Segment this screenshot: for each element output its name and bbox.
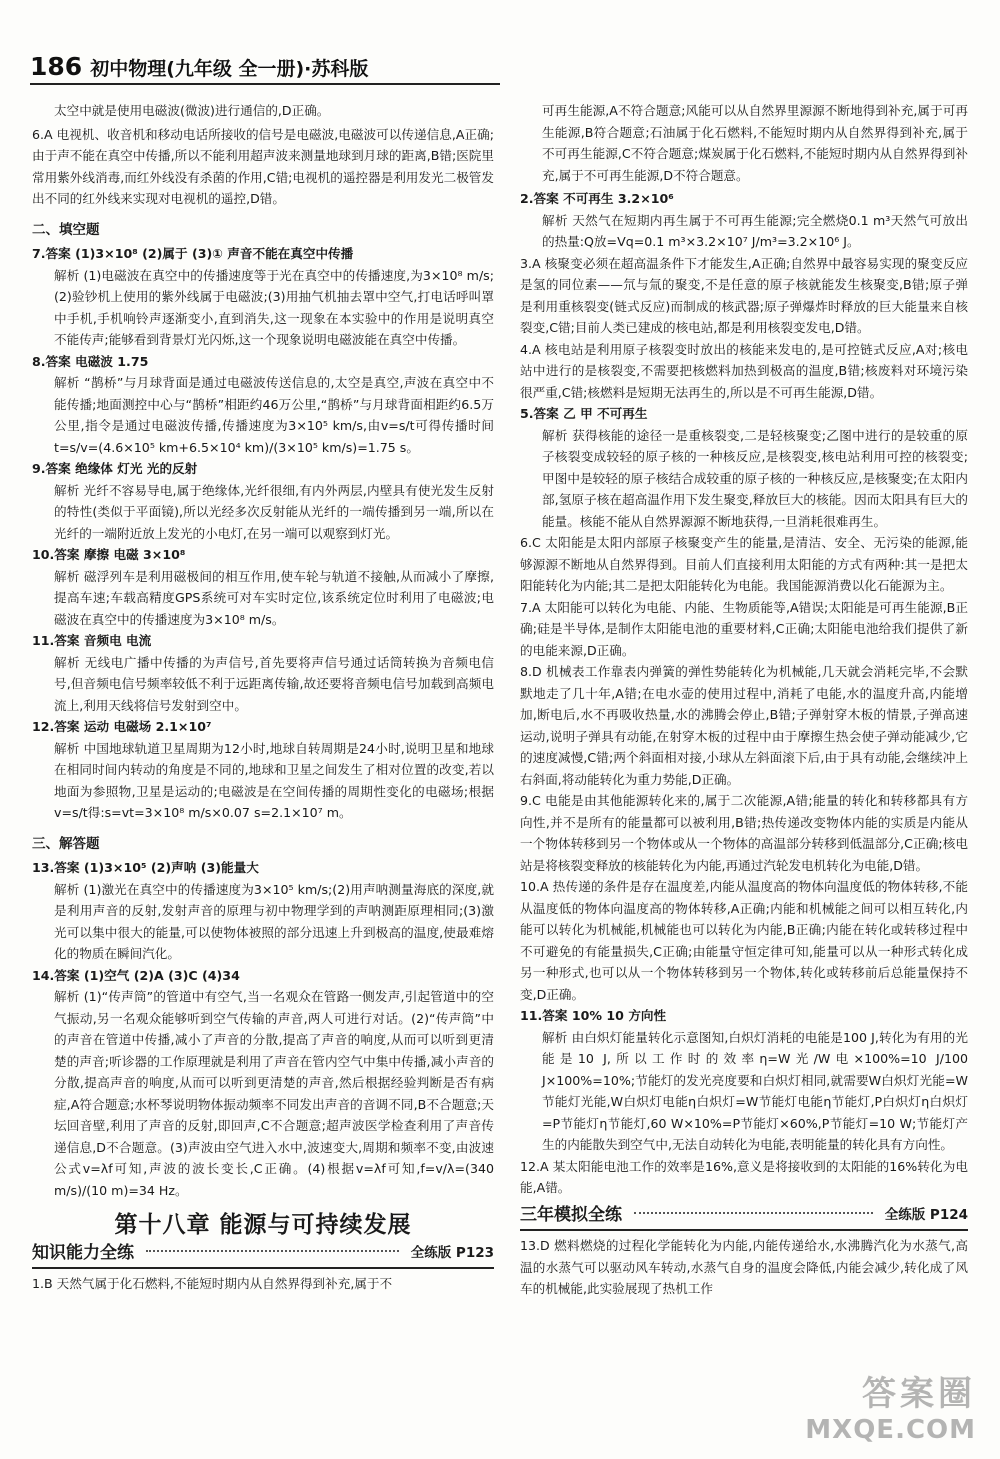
bar-ref: 全练版 P123 — [410, 1244, 494, 1261]
explanation-9: 解析 光纤不容易导电,属于绝缘体,光纤很细,有内外两层,内壁具有使光发生反射的特性(类似于平面镜),所以光经多次反射能从光纤的一端传播到另一端,所以在光纤的一端附近放上发光的小电灯,在另一端可以观察到灯光。 — [54, 482, 494, 541]
page-header — [30, 52, 500, 81]
paragraph: 可再生能源,A不符合题意;风能可以从自然界里源源不断地得到补充,属于可再生能源,B符合题意;石油属于化石燃料,不能短时期内从自然界得到补充,属于不可再生能源,C不符合题意;煤炭属于化石燃料,不能短时期内从自然界得到补充,属于不可再生能源,D不符合题意。 — [542, 103, 968, 183]
explanation-r2: 解析 天然气在短期内再生属于不可再生能源;完全燃烧0.1 m³天然气可放出的热量:Q放=Vq=0.1 m³×3.2×10⁷ J/m³=3.2×10⁶ J。 — [542, 212, 968, 249]
header-title: 初中物理(九年级 全一册)·苏科版 — [90, 58, 369, 80]
bar-dots — [634, 1212, 873, 1214]
answer-10: 10.答案 摩擦 电磁 3×10⁸ — [32, 547, 186, 562]
answer-11: 11.答案 音频电 电流 — [32, 633, 152, 648]
question-r9: 9.C 电能是由其他能源转化来的,属于二次能源,A错;能量的转化和转移都具有方向性,并不是所有的能量都可以被利用,B错;热传递改变物体内能的实质是内能从一个物体转移到另一个物体或从一个物体的高温部分转移到低温部分,C正确;核电站是将核裂变释放的核能转化为内能,再通过汽轮发电机转化为电能,D错。 — [520, 793, 968, 873]
answer-8: 8.答案 电磁波 1.75 — [32, 353, 149, 369]
section-heading-fill-in: 二、填空题 — [32, 221, 100, 238]
question-r10: 10.A 热传递的条件是存在温度差,内能从温度高的物体向温度低的物体转移,不能从温度低的物体向温度高的物体转移,A正确;内能和机械能之间可以相互转化,内能可以转化为机械能,机械能也可以转化为内能,B正确;内能在转化或转移过程中不可避免的有能量损失,C正确;由能量守恒定律可知,能量可以从一种形式转化成另一种形式,也可以从一个物体转移到另一个物体,转化或转移前后总能量保持不变,D正确。 — [520, 879, 968, 1002]
answer-13: 13.答案 (1)3×10⁵ (2)声呐 (3)能量大 — [32, 860, 259, 875]
question-r4: 4.A 核电站是利用原子核裂变时放出的核能来发电的,是可控链式反应,A对;核电站中进行的是核裂变,不需要把核燃料加热到极高的温度,B错;核废料对环境污染很严重,C错;核燃料是短期无法再生的,所以是不可再生能源,D错。 — [520, 341, 968, 400]
right-column — [520, 100, 968, 1300]
explanation-7: 解析 (1)电磁波在真空中的传播速度等于光在真空中的传播速度,为3×10⁸ m/s;(2)验钞机上使用的紫外线属于电磁波;(3)用抽气机抽去罩中空气,打电话呼叫罩中手机,手机响铃声逐渐变小,直到消失,这一现象在本实验中的作用是说明真空不能传声;能够看到背景灯光闪烁,这一个现象说明电磁波能在真空中传播。 — [54, 267, 494, 347]
question-r6: 6.C 太阳能是太阳内部原子核聚变产生的能量,是清洁、安全、无污染的能源,能够源源不断地从自然界得到。目前人们直接利用太阳能的方式有两种:其一是把太阳能转化为内能;其二是把太阳能转化为电能。我国能源消费以化石能源为主。 — [520, 535, 968, 593]
chapter-title: 第十八章 能源与可持续发展 — [114, 1212, 412, 1238]
header-rule — [30, 83, 500, 85]
bar-ref: 全练版 P124 — [884, 1206, 968, 1223]
explanation-12: 解析 中国地球轨道卫星周期为12小时,地球自转周期是24小时,说明卫星和地球在相同时间内转动的角度是不同的,地球和卫星之间发生了相对位置的改变,若以地面为参照物,卫星是运动的;电磁波是在空间传播的周期性变化的电磁场;根据v=s/t得:s=vt=3×10⁸ m/s×0.07 s=2.1×10⁷ m。 — [54, 740, 494, 820]
answer-r11: 11.答案 10% 10 方向性 — [520, 1008, 667, 1023]
section-bar-three-year — [520, 1203, 968, 1232]
explanation-10: 解析 磁浮列车是利用磁极间的相互作用,使车轮与轨道不接触,从而减小了摩擦,提高车速;车载高精度GPS系统可对车实时定位,该系统定位时利用了电磁波;电磁波在真空中的传播速度为3×10⁸ m/s。 — [54, 568, 494, 627]
answer-14: 14.答案 (1)空气 (2)A (3)C (4)34 — [32, 967, 240, 983]
explanation-r5: 解析 获得核能的途径一是重核裂变,二是轻核聚变;乙图中进行的是较重的原子核裂变成较轻的原子核的一种核反应,是核裂变,核电站利用可控的核裂变;甲图中是较轻的原子核结合成较重的原子核的一种核反应,是核聚变;在太阳内部,氢原子核在超高温作用下发生聚变,释放巨大的核能。因而太阳具有巨大的能量。核能不能从自然界源源不断地获得,一旦消耗很难再生。 — [542, 427, 968, 529]
explanation-11: 解析 无线电广播中传播的为声信号,首先要将声信号通过话筒转换为音频电信号,但音频电信号频率较低不利于远距离传输,故还要将音频电信号加载到高频电流上,利用天线将信号发射到空中。 — [54, 654, 494, 713]
question-6: 6.A 电视机、收音机和移动电话所接收的信号是电磁波,电磁波可以传递信息,A正确;由于声不能在真空中传播,所以不能利用超声波来测量地球到月球的距离,B错;医院里常用紫外线消毒,而红外线没有杀菌的作用,C错;电视机的遥控器是利用发光二极管发出不同的红外线来实现对电视机的遥控,D错。 — [32, 126, 494, 206]
answer-7: 7.答案 (1)3×10⁸ (2)属于 (3)① 声音不能在真空中传播 — [32, 246, 354, 261]
bar-dots — [146, 1250, 399, 1252]
question-r13: 13.D 燃料燃烧的过程化学能转化为内能,内能传递给水,水沸腾汽化为水蒸气,高温的水蒸气可以驱动风车转动,水蒸气自身的温度会降低,内能会减少,转化成了风车的机械能,此实验展现了热机工作 — [520, 1238, 968, 1296]
question-r8: 8.D 机械表工作靠表内弹簧的弹性势能转化为机械能,几天就会消耗完毕,不会默默地走了几十年,A错;在电水壶的使用过程中,消耗了电能,水的温度升高,内能增加,断电后,水不再吸收热量,水的沸腾会停止,B错;子弹射穿木板的情景,子弹高速运动,说明子弹具有动能,在射穿木板的过程中由于摩擦生热会使子弹动能减少,它的速度减慢,C错;两个斜面相对接,小球从左斜面滚下后,由于具有动能,会继续冲上右斜面,将动能转化为重力势能,D正确。 — [520, 664, 968, 787]
question-r1: 1.B 天然气属于化石燃料,不能短时期内从自然界得到补充,属于不 — [32, 1276, 393, 1291]
left-column — [32, 100, 494, 1295]
question-r12: 12.A 某太阳能电池工作的效率是16%,意义是将接收到的太阳能的16%转化为电能,A错。 — [520, 1158, 968, 1195]
explanation-13: 解析 (1)激光在真空中的传播速度为3×10⁵ km/s;(2)用声呐测量海底的深度,就是利用声音的反射,发射声音的原理与初中物理学到的声呐测距原理相同;(3)激光可以集中很大的能量,可以使物体被照的部分迅速上升到极高的温度,使最难熔化的物质在瞬间汽化。 — [54, 881, 494, 961]
explanation-14: 解析 (1)“传声筒”的管道中有空气,当一名观众在管路一侧发声,引起管道中的空气振动,另一名观众能够听到空气传输的声音,两人可进行对话。(2)“传声筒”中的声音在管道中传播,减小了声音的分散,提高了声音的响度,从而可以听到更清楚的声音;听诊器的工作原理就是利用了声音在管内空气中集中传播,减小声音的分散,提高声音的响度,从而可以听到更清楚的声音,然后根据经验判断是否有病症,A符合题意;水杯琴说明物体振动频率不同发出声音的音调不同,B不合题意;天坛回音壁,利用了声音的反射,即回声,C不合题意;超声波医学检查利用了声音传递信息,D不合题意。(3)声波由空气进入水中,波速变大,周期和频率不变,由波速公式v=λf可知,声波的波长变长,C正确。(4)根据v=λf可知,f=v/λ=(340 m/s)/(10 m)=34 Hz。 — [54, 989, 494, 1198]
answer-r5: 5.答案 乙 甲 不可再生 — [520, 406, 648, 421]
watermark — [805, 1366, 976, 1445]
answer-12: 12.答案 运动 电磁场 2.1×10⁷ — [32, 719, 212, 734]
paragraph: 太空中就是使用电磁波(微波)进行通信的,D正确。 — [54, 103, 330, 118]
watermark-bottom: MXQE.COM — [805, 1415, 976, 1445]
bar-title: 三年模拟全练 — [520, 1204, 622, 1225]
question-r7: 7.A 太阳能可以转化为电能、内能、生物质能等,A错误;太阳能是可再生能源,B正确;硅是半导体,是制作太阳能电池的重要材料,C正确;太阳能电池给我们提供了新的电能来源,D正确。 — [520, 599, 968, 658]
question-r3: 3.A 核聚变必须在超高温条件下才能发生,A正确;自然界中最容易实现的聚变反应是氢的同位素——氘与氚的聚变,不是任意的原子核就能发生核聚变,B错;原子弹是利用重核裂变(链式反应)而制成的核武器;原子弹爆炸时释放的巨大能量来自核裂变,C错;目前人类已建成的核电站,都是利用核裂变发电,D错。 — [520, 255, 968, 335]
bar-title: 知识能力全练 — [32, 1242, 134, 1263]
explanation-8: 解析 “鹊桥”与月球背面是通过电磁波传送信息的,太空是真空,声波在真空中不能传播;地面测控中心与“鹊桥”相距约46万公里,“鹊桥”与月球背面相距约6.5万公里,指令是通过电磁波传播,传播速度为3×10⁵ km/s,由v=s/t可得传播时间t=s/v=(4.6×10⁵ km+6.5×10⁴ km)/(3×10⁵ km/s)=1.75 s。 — [54, 375, 494, 455]
explanation-r11: 解析 由白炽灯能量转化示意图知,白炽灯消耗的电能是100 J,转化为有用的光能是10 J,所以工作时的效率η=W光/W电×100%=10 J/100 J×100%=10%;节能灯的发光亮度要和白炽灯相同,就需要W白炽灯光能=W节能灯光能,W白炽灯电能η白炽灯=W节能灯电能η节能灯,P白炽灯η白炽灯=P节能灯η节能灯,60 W×10%=P节能灯×60%,P节能灯=10 W;节能灯产生的内能散失到空气中,无法自动转化为电能,表明能量的转化具有方向性。 — [542, 1029, 968, 1152]
watermark-top: 答案圈 — [862, 1374, 976, 1414]
section-heading-answer: 三、解答题 — [32, 835, 100, 852]
answer-r2: 2.答案 不可再生 3.2×10⁶ — [520, 191, 674, 206]
answer-9: 9.答案 绝缘体 灯光 光的反射 — [32, 461, 198, 476]
page-number: 186 — [30, 52, 83, 81]
section-bar-knowledge — [32, 1241, 494, 1270]
